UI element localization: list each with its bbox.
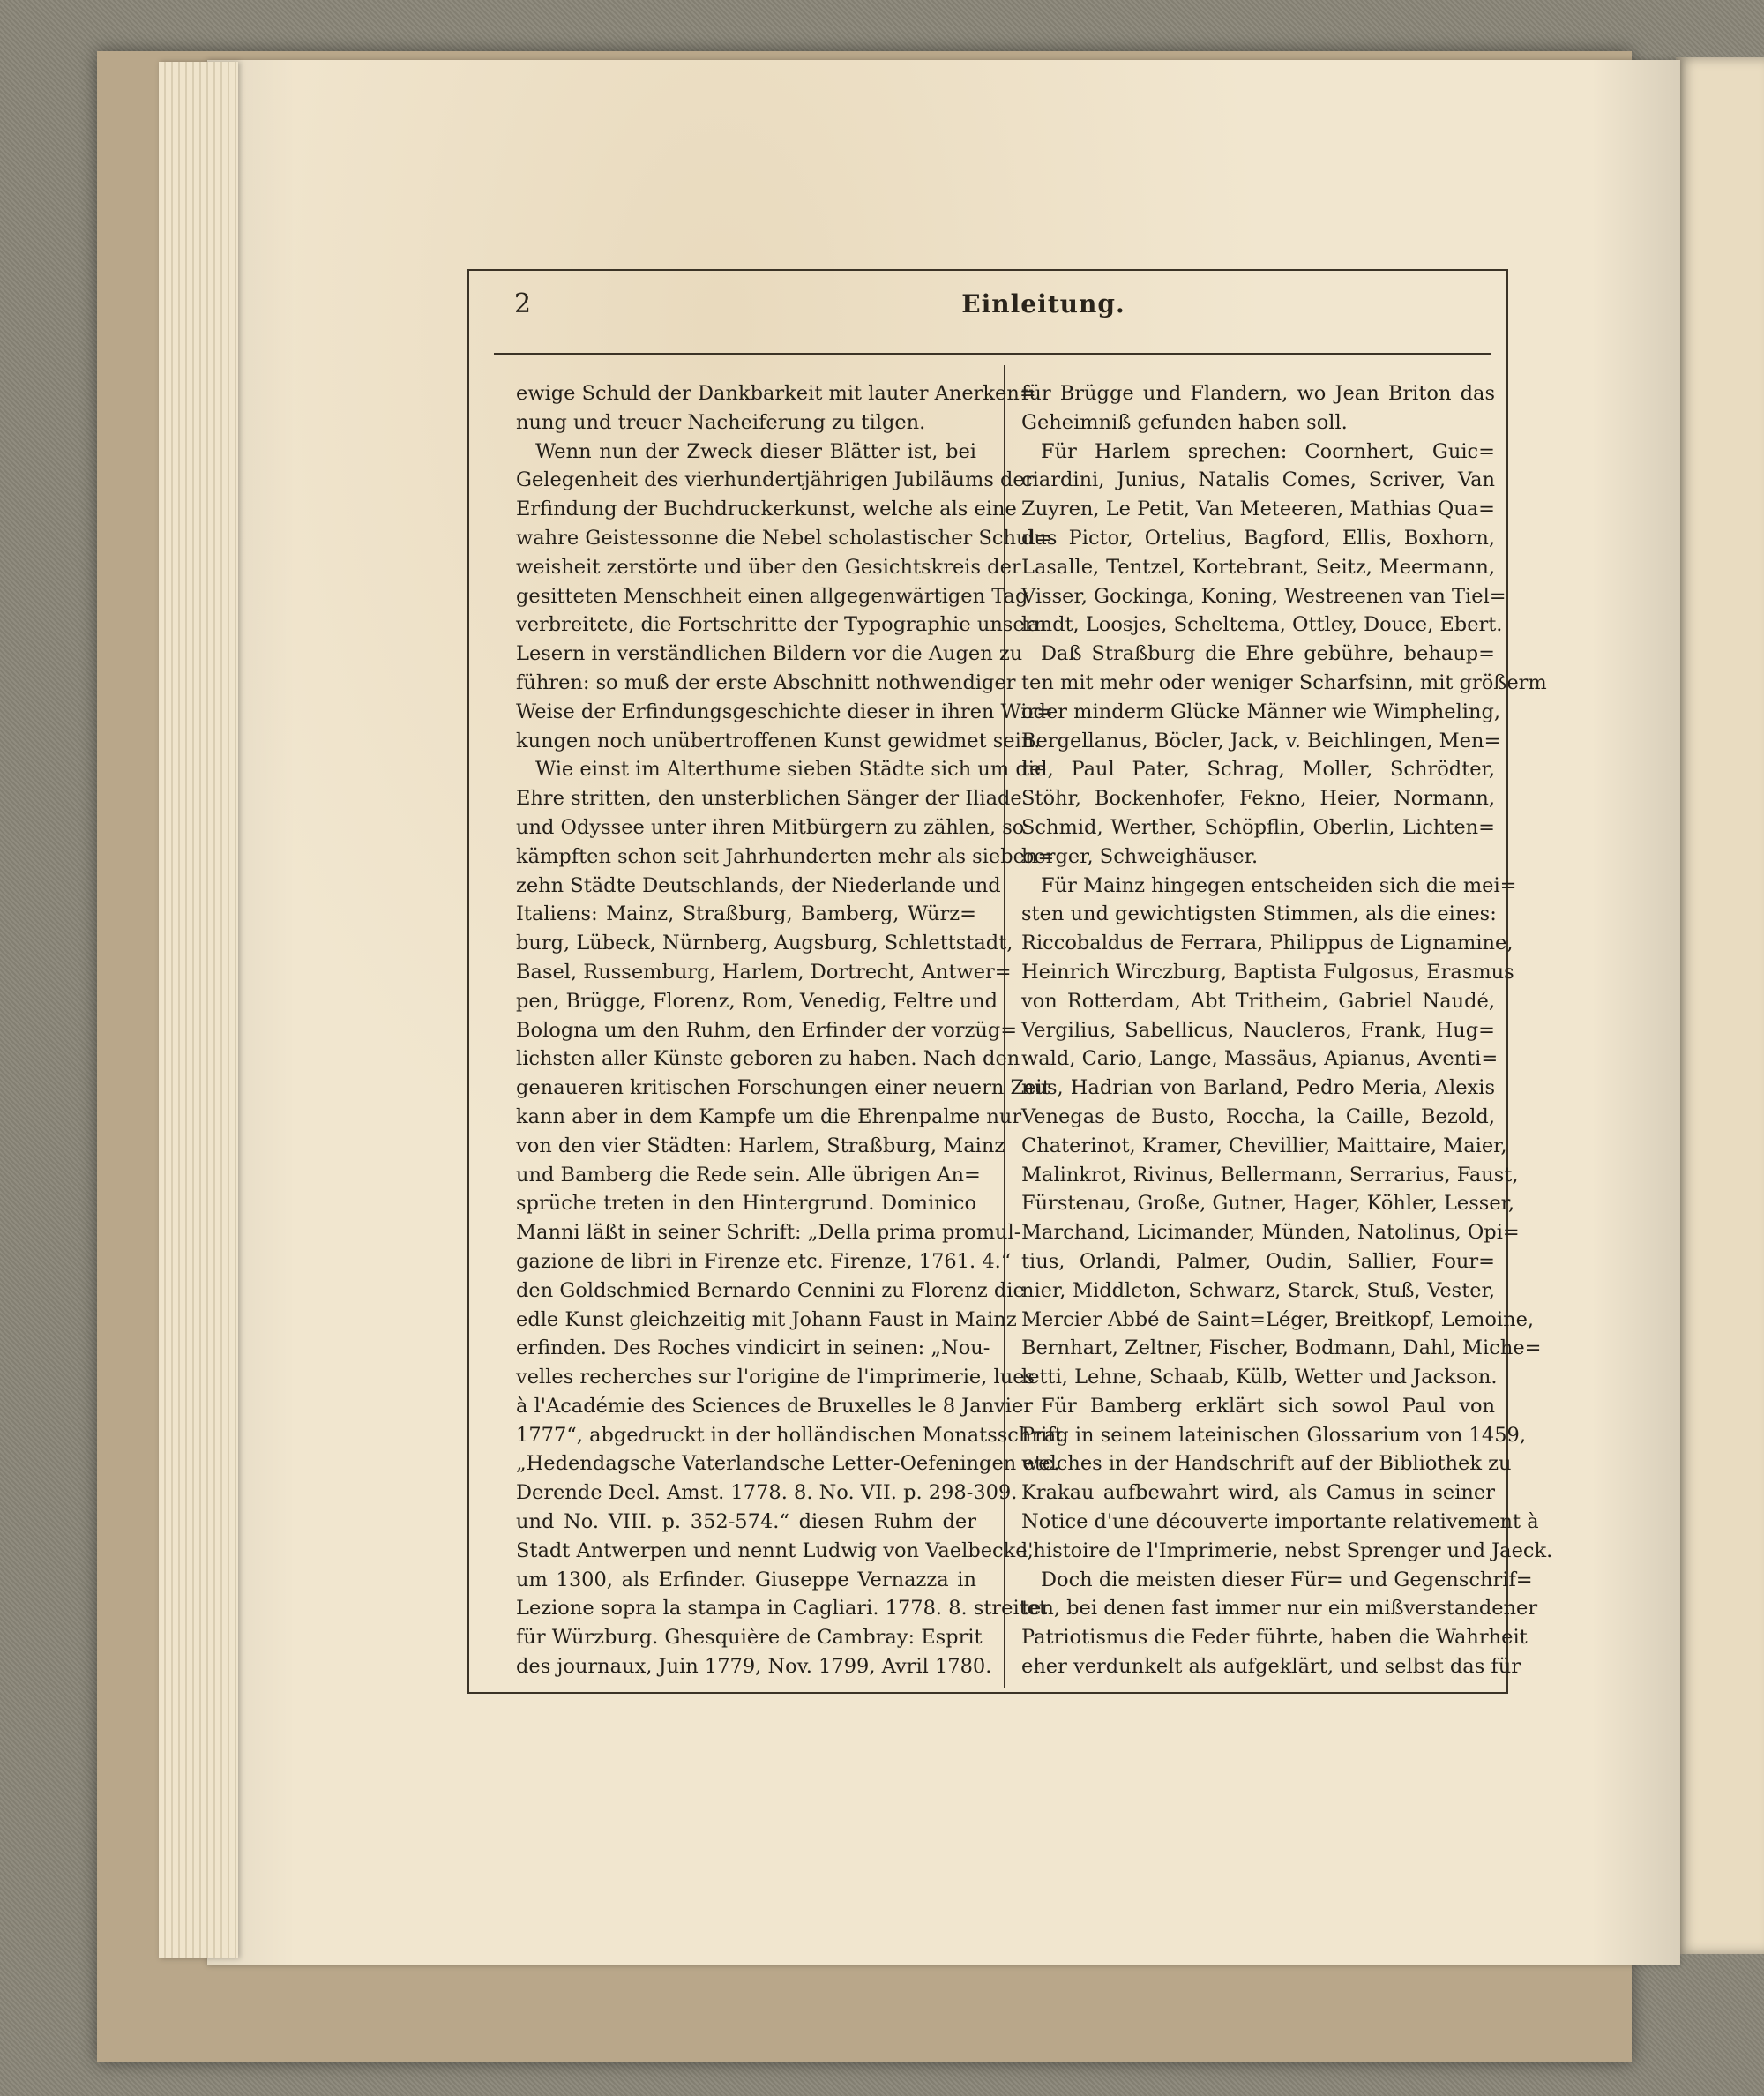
text-line: zehn Städte Deutschlands, der Niederlande und [516,873,1001,897]
text-line: Wenn nun der Zweck dieser Blätter ist, bei [535,439,976,463]
text-line: Weise der Erfindungsgeschichte dieser in ihren Wir= [516,700,1054,723]
text-line: gazione de libri in Firenze etc. Firenze, 1761. 4.“ [516,1249,1012,1273]
text-line: sten und gewichtigsten Stimmen, als die eines: [1021,902,1497,926]
text-line: 1777“, abgedruckt in der holländischen Monatsschrift [516,1423,1063,1447]
header-rule [494,353,1491,355]
text-line: Notice d'une découverte importante relativement à [1021,1510,1539,1534]
opposite-page-edge [1676,57,1764,1954]
text-line: welches in der Handschrift auf der Bibliothek zu [1021,1452,1512,1476]
text-line: Vergilius, Sabellicus, Naucleros, Frank, Hug= [1021,1018,1495,1042]
text-line: lichsten aller Künste geboren zu haben. Nach den [516,1047,1020,1071]
text-line: Bergellanus, Böcler, Jack, v. Beichlingen, Men= [1021,729,1501,752]
page-number: 2 [514,288,532,319]
text-line: Lesern in verständlichen Bildern vor die Augen zu [516,642,1023,666]
text-line: Für Bamberg erklärt sich sowol Paul von [1041,1394,1495,1418]
text-line: Malinkrot, Rivinus, Bellermann, Serrarius, Faust, [1021,1163,1519,1186]
text-line: weisheit zerstörte und über den Gesichtskreis der [516,555,1021,579]
text-line: für Brügge und Flandern, wo Jean Briton das [1021,382,1495,405]
text-line: sprüche treten in den Hintergrund. Dominico [516,1192,976,1216]
text-line: und Bamberg die Rede sein. Alle übrigen An= [516,1163,981,1186]
text-line: für Würzburg. Ghesquière de Cambray: Esprit [516,1626,983,1650]
text-line: Chaterinot, Kramer, Chevillier, Maittaire, Maier, [1021,1134,1507,1157]
text-line: Wie einst im Alterthume sieben Städte sich um die [535,758,1047,782]
text-line: letti, Lehne, Schaab, Külb, Wetter und Jackson. [1021,1366,1498,1389]
running-head: Einleitung. [961,289,1125,318]
text-line: ten, bei denen fast immer nur ein mißverstandener [1021,1597,1538,1621]
text-line: um 1300, als Erfinder. Giuseppe Vernazza in [516,1568,976,1591]
text-line: des journaux, Juin 1779, Nov. 1799, Avril 1780. [516,1655,992,1679]
text-line: Basel, Russemburg, Harlem, Dortrecht, Antwer= [516,960,1012,984]
text-line: „Hedendagsche Vaterlandsche Letter-Oefeningen etc. [516,1452,1060,1476]
text-line: wahre Geistessonne die Nebel scholastischer Schul= [516,526,1052,550]
text-line: Manni läßt in seiner Schrift: „Della prima promul- [516,1221,1021,1245]
text-line: Patriotismus die Feder führte, haben die Wahrheit [1021,1626,1528,1650]
text-line: führen: so muß der erste Abschnitt nothwendiger [516,670,1016,694]
text-line: Derende Deel. Amst. 1778. 8. No. VII. p. 298-309. [516,1481,1018,1505]
text-line: Für Harlem sprechen: Coornhert, Guic= [1041,439,1495,463]
text-line: Mercier Abbé de Saint=Léger, Breitkopf, Lemoine, [1021,1307,1535,1331]
text-line: nung und treuer Nacheiferung zu tilgen. [516,410,926,434]
text-line: tius, Orlandi, Palmer, Oudin, Sallier, Four= [1021,1249,1495,1273]
text-line: Schmid, Werther, Schöpflin, Oberlin, Lichten= [1021,815,1495,839]
text-line: tel, Paul Pater, Schrag, Moller, Schrödter, [1021,758,1495,782]
text-line: Marchand, Licimander, Münden, Natolinus, Opi= [1021,1221,1520,1245]
text-line: von Rotterdam, Abt Tritheim, Gabriel Naudé, [1021,989,1495,1013]
text-line: Heinrich Wirczburg, Baptista Fulgosus, Erasmus [1021,960,1514,984]
text-line: gesitteten Menschheit einen allgegenwärtigen Tag [516,584,1028,608]
text-line: burg, Lübeck, Nürnberg, Augsburg, Schlettstadt, [516,932,1013,955]
text-line: Prag in seinem lateinischen Glossarium von 1459, [1021,1423,1526,1447]
text-line: ewige Schuld der Dankbarkeit mit lauter Anerken= [516,382,1036,405]
text-line: Gelegenheit des vierhundertjährigen Jubiläums der [516,468,1035,492]
text-line: Lezione sopra la stampa in Cagliari. 1778. 8. streitet [516,1597,1048,1621]
text-line: ten mit mehr oder weniger Scharfsinn, mit größerm [1021,670,1547,694]
left-text-column [516,379,1063,1681]
text-line: genaueren kritischen Forschungen einer neuern Zeit [516,1076,1050,1100]
text-line: ciardini, Junius, Natalis Comes, Scriver, Van [1021,468,1495,492]
text-line: wald, Cario, Lange, Massäus, Apianus, Aventi= [1021,1047,1499,1071]
text-line: Ehre stritten, den unsterblichen Sänger der Iliade [516,787,1022,811]
text-line: und Odyssee unter ihren Mitbürgern zu zählen, so [516,815,1025,839]
text-line: edle Kunst gleichzeitig mit Johann Faust in Mainz [516,1307,1017,1331]
text-line: den Goldschmied Bernardo Cennini zu Florenz die [516,1278,1025,1302]
text-line: von den vier Städten: Harlem, Straßburg, Mainz [516,1134,1005,1157]
text-line: Bologna um den Ruhm, den Erfinder der vorzüg= [516,1018,1018,1042]
text-line: Für Mainz hingegen entscheiden sich die mei= [1041,873,1517,897]
text-line: oder minderm Glücke Männer wie Wimpheling, [1021,700,1501,723]
text-line: Visser, Gockinga, Koning, Westreenen van Tiel= [1021,584,1506,608]
text-line: berger, Schweighäuser. [1021,844,1259,868]
text-line: Lasalle, Tentzel, Kortebrant, Seitz, Meermann, [1021,555,1495,579]
text-line: nus, Hadrian von Barland, Pedro Meria, Alexis [1021,1076,1495,1100]
text-line: Fürstenau, Große, Gutner, Hager, Köhler, Lesser, [1021,1192,1515,1216]
text-line: eher verdunkelt als aufgeklärt, und selbst das für [1021,1655,1521,1679]
text-line: Bernhart, Zeltner, Fischer, Bodmann, Dahl, Miche= [1021,1336,1542,1360]
right-text-column [1021,379,1553,1681]
text-line: Daß Straßburg die Ehre gebühre, behaup= [1041,642,1495,666]
text-line: dus Pictor, Ortelius, Bagford, Ellis, Boxhorn, [1021,526,1495,550]
text-line: kann aber in dem Kampfe um die Ehrenpalme nur [516,1104,1022,1128]
page-header [514,287,1467,331]
text-line: landt, Loosjes, Scheltema, Ottley, Douce, Ebert. [1021,613,1503,637]
text-line: kungen noch unübertroffenen Kunst gewidmet sein. [516,729,1041,752]
text-line: Krakau aufbewahrt wird, als Camus in seiner [1021,1481,1495,1505]
text-line: kämpften schon seit Jahrhunderten mehr als sieben= [516,844,1055,868]
text-line: Stadt Antwerpen und nennt Ludwig von Vaelbecke, [516,1538,1034,1562]
text-line: erfinden. Des Roches vindicirt in seinen: „Nou- [516,1336,990,1360]
text-line: Stöhr, Bockenhofer, Fekno, Heier, Normann, [1021,787,1495,811]
text-line: und No. VIII. p. 352-574.“ diesen Ruhm der [516,1510,976,1534]
text-line: pen, Brügge, Florenz, Rom, Venedig, Feltre und [516,989,998,1013]
page-stack-edge [159,62,238,1958]
text-line: verbreitete, die Fortschritte der Typographie unsern [516,613,1047,637]
text-line: Italiens: Mainz, Straßburg, Bamberg, Würz= [516,902,976,926]
text-line: Zuyren, Le Petit, Van Meteeren, Mathias Qua= [1021,498,1495,521]
text-line: Doch die meisten dieser Für= und Gegenschrif= [1041,1568,1533,1591]
text-line: nier, Middleton, Schwarz, Starck, Stuß, Vester, [1021,1278,1495,1302]
text-line: Riccobaldus de Ferrara, Philippus de Lignamine, [1021,932,1514,955]
text-line: Erfindung der Buchdruckerkunst, welche als eine [516,498,1017,521]
text-line: Venegas de Busto, Roccha, la Caille, Bezold, [1021,1104,1495,1128]
text-line: Geheimniß gefunden haben soll. [1021,410,1348,434]
text-line: l'histoire de l'Imprimerie, nebst Sprenger und Jaeck. [1021,1538,1553,1562]
text-line: à l'Académie des Sciences de Bruxelles le 8 Janvier [516,1394,1034,1418]
text-line: velles recherches sur l'origine de l'imprimerie, lues [516,1366,1035,1389]
